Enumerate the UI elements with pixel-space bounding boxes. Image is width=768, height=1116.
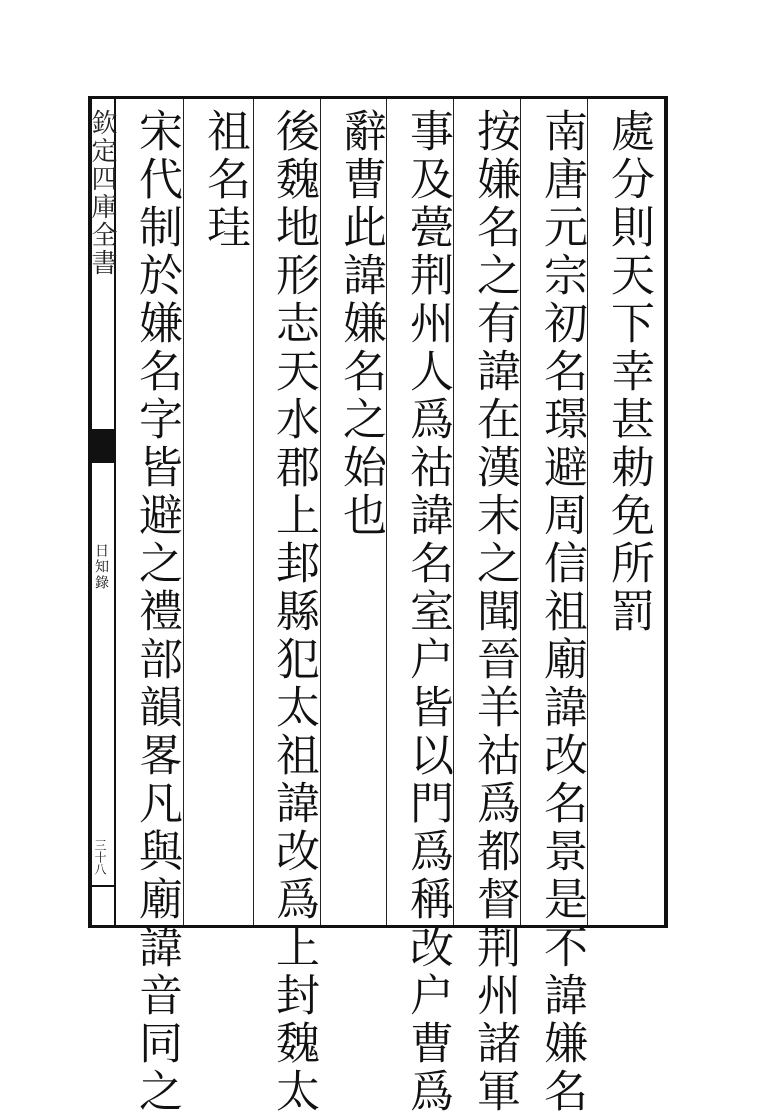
text-column-5: 辭曹此諱嫌名之始也 [335, 108, 386, 540]
text-column-4: 事及甍荆州人爲祜諱名室户皆以門爲稱改户曹爲 [402, 108, 453, 1116]
page-margin [88, 99, 116, 925]
text-column-8: 宋代制於嫌名字皆避之禮部韻畧凡與廟諱音同之 [131, 108, 182, 1116]
text-column-7: 祖名珪 [199, 108, 250, 252]
text-column-6: 後魏地形志天水郡上邽縣犯太祖諱改爲上封魏太 [268, 108, 319, 1116]
page-number: 三十八 [93, 839, 107, 875]
text-column-2: 南唐元宗初名璟避周信祖廟諱改名景是不諱嫌名 [536, 108, 587, 1116]
collection-title: 欽定四庫全書 [87, 109, 117, 277]
text-column-1: 處分則天下幸甚勅免所罰 [603, 108, 654, 636]
fish-tail-mark [88, 429, 114, 463]
book-title: 日知錄 [93, 543, 109, 591]
column-divider [253, 99, 254, 925]
text-column-3: 按嫌名之有諱在漢末之聞晉羊祜爲都督荆州諸軍 [469, 108, 520, 1116]
page-number-rule [88, 885, 114, 887]
